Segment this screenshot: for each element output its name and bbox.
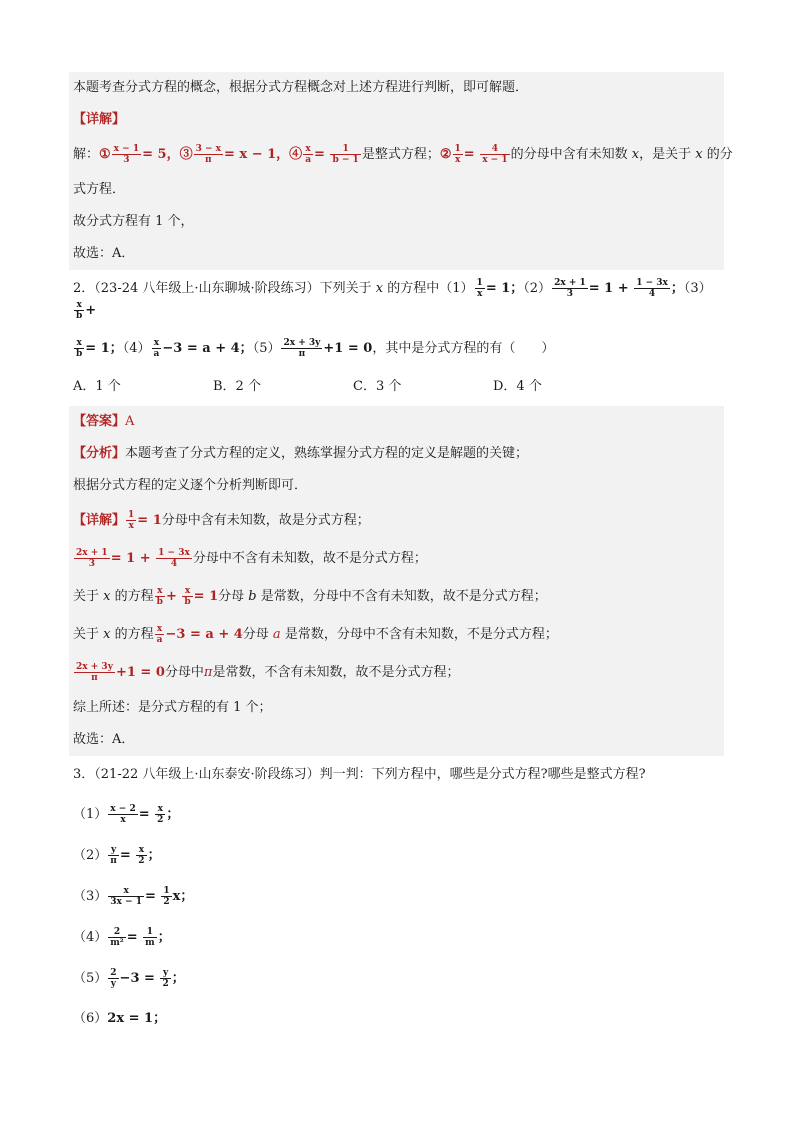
detail-line-2: $\frac{2x + 1}{3}$ = 1 + $\frac{1 - 3x}{4}$ 分母中不含有未知数，故不是分式方程； [76, 548, 427, 569]
solution-line-3: 故分式方程有 1 个， [73, 214, 194, 229]
q3-stem: 3．（21-22 八年级上·山东泰安·阶段练习）判一判：下列方程中，哪些是分式方程?哪些是整式方程? [73, 767, 646, 782]
solution-line-1: 解：① $\frac{x - 1}{3}$ = 5，③ $\frac{3 - x}{\pi}$ = x − 1，④ $\frac{x}{a}$ = $\frac{1}{b - 1}$ 是整式方程；② $\frac{1}{x}$ = $\frac{4}{x - 1}$ 的分母中含有未知数 x，是关于 x 的分 [73, 144, 733, 165]
q3-item-2: （2） $\frac{y}{\pi}$ = $\frac{x}{2}$ ； [73, 845, 161, 866]
q3-item-6: （6）2x = 1； [73, 1011, 167, 1026]
q3-item-5: （5） $\frac{2}{y}$ −3 = $\frac{y}{2}$ ； [73, 968, 185, 989]
answer-line: 【答案】A [73, 414, 135, 429]
q3-item-4: （4） $\frac{2}{\text{m²}}$ = $\frac{1}{m}$ ； [73, 927, 171, 948]
solution-block-2 [69, 406, 724, 756]
option-a[interactable]: A．1 个 [73, 379, 121, 394]
q2-options [69, 368, 724, 406]
detail-line-5: $\frac{2x + 3y}{\pi}$ +1 = 0分母中π是常数，不含有未知数，故不是分式方程； [76, 662, 460, 683]
detail-line-4: 关于 x 的方程 $\frac{x}{a}$ −3 = a + 4分母 a 是常数，分母中不含有未知数，不是分式方程； [73, 624, 558, 645]
page-content [69, 72, 733, 1039]
q2-stem-2: $\frac{x}{b}$ = 1；（4） $\frac{x}{a}$ −3 = a + 4；（5） $\frac{2x + 3y}{\pi}$ +1 = 0，其中是分式方程的有（ ） [76, 338, 555, 359]
solution-line-4: 故选：A． [73, 246, 135, 261]
analysis-line: 【分析】本题考查了分式方程的定义，熟练掌握分式方程的定义是解题的关键； [73, 446, 529, 461]
solution-line-2: 式方程． [73, 182, 126, 197]
intro-text: 本题考查分式方程的概念，根据分式方程概念对上述方程进行判断，即可解题． [73, 80, 529, 95]
option-b[interactable]: B．2 个 [213, 379, 261, 394]
choice-line: 故选：A． [73, 732, 135, 747]
detail-line-1: 【详解】 $\frac{1}{x}$ = 1分母中含有未知数，故是分式方程； [73, 510, 370, 531]
summary-line: 综上所述：是分式方程的有 1 个； [73, 700, 272, 715]
option-c[interactable]: C．3 个 [353, 379, 402, 394]
q3-item-1: （1） $\frac{x - 2}{x}$ = $\frac{x}{2}$ ； [73, 804, 180, 825]
detail-line-3: 关于 x 的方程 $\frac{x}{b}$ + $\frac{x}{b}$ = 1分母 b 是常数，分母中不含有未知数，故不是分式方程； [73, 586, 547, 607]
solution-block-1 [69, 72, 733, 270]
option-d[interactable]: D．4 个 [493, 379, 542, 394]
analysis-line-2: 根据分式方程的定义逐个分析判断即可． [73, 478, 308, 493]
detail-tag: 【详解】 [73, 112, 126, 127]
q2-stem-1: 2．（23-24 八年级上·山东聊城·阶段练习）下列关于 x 的方程中（1） $\frac{1}{x}$ = 1；（2） $\frac{2x + 1}{3}$ = 1 + $\frac{1 - 3x}{4}$ ；（3） $\frac{x}{b}$ + [73, 278, 712, 321]
q3-item-3: （3） $\frac{x}{3x - 1}$ = $\frac{1}{2}$ x； [73, 886, 194, 907]
